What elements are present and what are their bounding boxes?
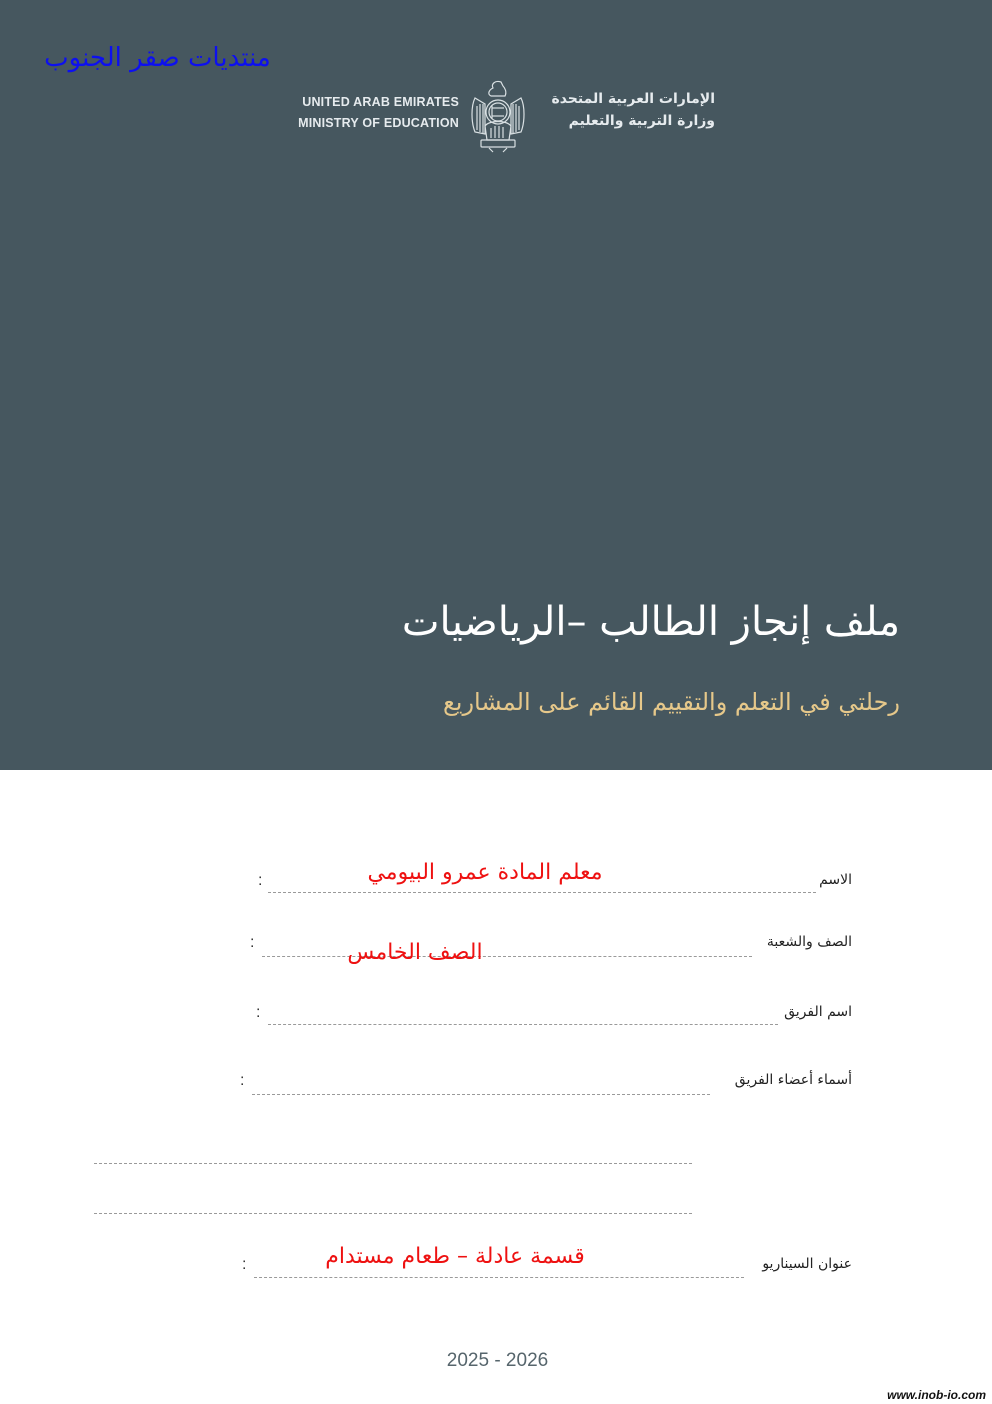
ministry-header	[285, 82, 715, 154]
field-label: الصف والشعبة	[766, 934, 852, 950]
field-label: أسماء أعضاء الفريق	[734, 1072, 852, 1088]
team-members-input-line[interactable]	[252, 1094, 710, 1095]
field-colon: :	[250, 934, 255, 951]
uae-falcon-emblem-icon	[467, 76, 529, 154]
ministry-ar-line1: الإمارات العربية المتحدة	[551, 91, 715, 107]
scenario-value[interactable]: قسمة عادلة – طعام مستدام	[325, 1244, 585, 1269]
field-label: عنوان السيناريو	[762, 1256, 852, 1272]
grade-value[interactable]: الصف الخامس	[347, 940, 483, 965]
document-title: ملف إنجاز الطالب –الرياضيات	[401, 599, 900, 645]
ministry-name-ar	[539, 88, 715, 132]
name-input-line[interactable]	[268, 892, 816, 893]
field-label: الاسم	[819, 872, 852, 888]
document-subtitle: رحلتي في التعلم والتقييم القائم على المشاريع	[443, 688, 900, 716]
field-colon: :	[258, 872, 263, 889]
scenario-input-line[interactable]	[254, 1277, 744, 1278]
field-colon: :	[240, 1072, 245, 1089]
field-label: اسم الفريق	[784, 1004, 852, 1020]
ministry-en-line1: UNITED ARAB EMIRATES	[302, 95, 459, 109]
ministry-ar-line2: وزارة التربية والتعليم	[568, 113, 715, 129]
team-members-extra-line-1[interactable]	[94, 1163, 692, 1164]
field-colon: :	[242, 1256, 247, 1273]
forum-watermark: منتديات صقر الجنوب	[44, 43, 271, 73]
ministry-name-en	[291, 92, 459, 134]
team-name-input-line[interactable]	[268, 1024, 778, 1025]
team-members-extra-line-2[interactable]	[94, 1213, 692, 1214]
name-value[interactable]: معلم المادة عمرو البيومي	[367, 860, 603, 885]
site-watermark: www.inob-io.com	[887, 1388, 986, 1402]
ministry-en-line2: MINISTRY OF EDUCATION	[298, 116, 459, 130]
academic-year: 2025 - 2026	[446, 1350, 549, 1371]
field-colon: :	[256, 1004, 261, 1021]
